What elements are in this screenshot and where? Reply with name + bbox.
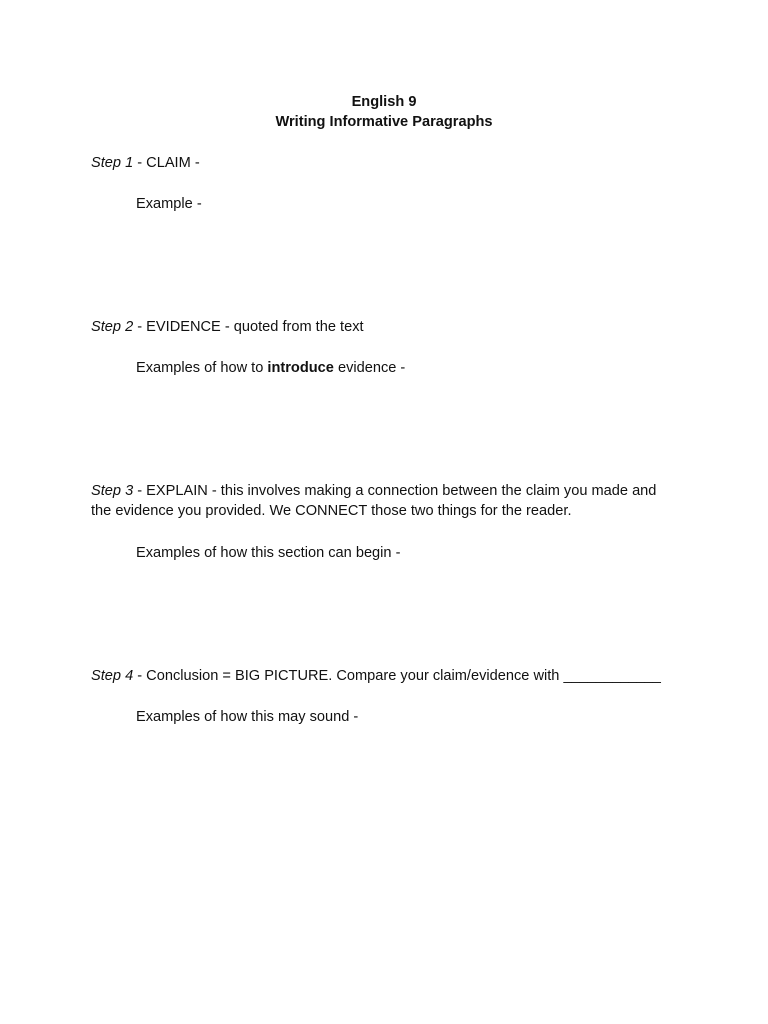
step-2-examples-before: Examples of how to	[136, 360, 268, 376]
step-4-label: Step 4	[91, 668, 134, 684]
step-1-label: Step 1	[91, 155, 134, 171]
step-4-text: - Conclusion = BIG PICTURE. Compare your claim/evidence with	[133, 668, 564, 684]
step-1-text: - CLAIM -	[133, 155, 200, 171]
step-2-label: Step 2	[91, 319, 134, 335]
step-3-text: - EXPLAIN - this involves making a connection between the claim you made and	[133, 483, 657, 499]
step-3-heading	[91, 481, 656, 501]
step-2-examples	[136, 358, 405, 378]
step-3-text-continued: the evidence you provided. We CONNECT those two things for the reader.	[91, 503, 572, 519]
step-3-label: Step 3	[91, 483, 134, 499]
step-3-examples: Examples of how this section can begin -	[136, 545, 401, 561]
page-title: Writing Informative Paragraphs	[275, 114, 493, 130]
step-4-heading	[91, 666, 661, 686]
step-1-heading	[91, 153, 200, 173]
step-4-examples: Examples of how this may sound -	[136, 709, 359, 725]
course-heading: English 9	[351, 94, 417, 110]
step-2-examples-bold: introduce	[267, 360, 334, 376]
step-2-heading	[91, 317, 364, 337]
step-4-blank-line: ____________	[563, 668, 661, 684]
step-2-examples-after: evidence -	[333, 360, 406, 376]
step-1-example: Example -	[136, 196, 202, 212]
step-2-text: - EVIDENCE - quoted from the text	[133, 319, 364, 335]
